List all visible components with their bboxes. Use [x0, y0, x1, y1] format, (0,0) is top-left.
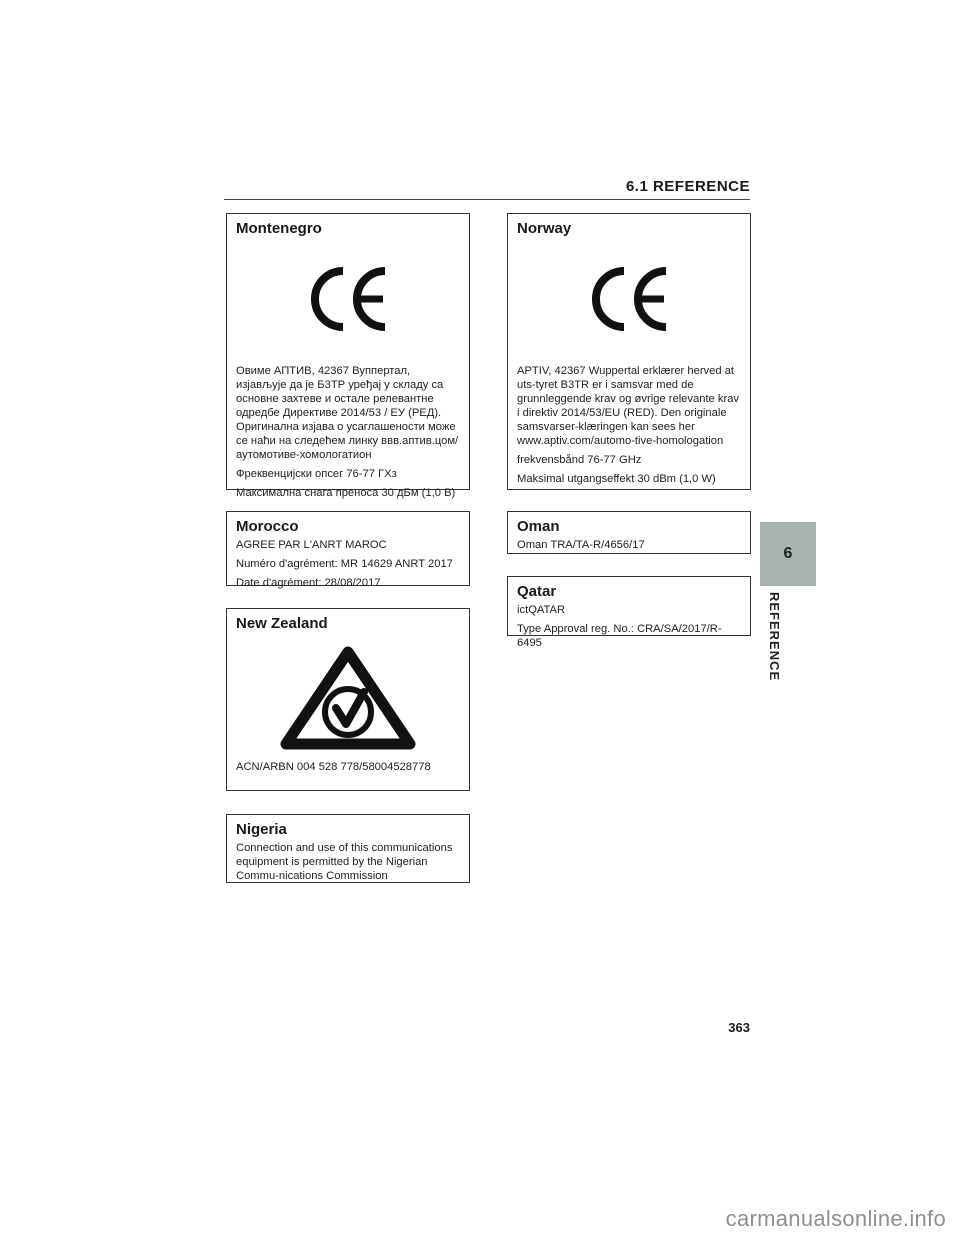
oman-title: Oman	[517, 518, 560, 535]
montenegro-title: Montenegro	[236, 220, 322, 237]
qatar-box	[507, 576, 751, 649]
ce-mark-icon	[303, 259, 393, 339]
rcm-compliance-mark-icon	[278, 644, 418, 752]
new-zealand-box	[226, 608, 470, 791]
norway-box	[507, 213, 751, 490]
new-zealand-line: ACN/ARBN 004 528 778/58004528778	[236, 761, 431, 773]
norway-title: Norway	[517, 220, 572, 237]
nigeria-box	[226, 814, 470, 883]
montenegro-frequency: Фреквенцијски опсег 76-77 ГХз	[236, 468, 397, 480]
morocco-line: Numéro d'agrément: MR 14629 ANRT 2017	[236, 558, 453, 570]
norway-power: Maksimal utgangseffekt 30 dBm (1,0 W)	[517, 473, 716, 485]
morocco-box	[226, 511, 470, 589]
morocco-line: AGREE PAR L'ANRT MAROC	[236, 539, 387, 551]
oman-box	[507, 511, 751, 554]
norway-frequency: frekvensbånd 76-77 GHz	[517, 454, 642, 466]
nigeria-title: Nigeria	[236, 821, 287, 838]
qatar-line: ictQATAR	[517, 604, 566, 616]
section-title: 6.1 REFERENCE	[625, 178, 750, 195]
new-zealand-title: New Zealand	[236, 615, 328, 632]
watermark: carmanualsonline.info	[725, 1206, 946, 1231]
morocco-line: Date d'agrément: 28/08/2017	[236, 577, 381, 589]
oman-line: Oman TRA/TA-R/4656/17	[517, 539, 645, 551]
nigeria-line: Connection and use of this communications equipment is permitted by the Nigerian Commu-nications Commission	[236, 842, 453, 882]
chapter-tab[interactable]	[760, 522, 816, 586]
qatar-line: Type Approval reg. No.: CRA/SA/2017/R-6495	[517, 623, 722, 649]
montenegro-power: Максимална снага преноса 30 дБм (1,0 В)	[236, 487, 456, 499]
montenegro-declaration: Овиме АПТИВ, 42367 Вуппертал, изјављује да је Б3ТР уређај у складу са основне захтеве и остале релевантне одредбе Директиве 2014/53 / ЕУ (РЕД). Оригинална изјава о усаглашености може се наћи на следећем линку ввв.аптив.цом/аутомотиве-хомологатион	[236, 365, 459, 461]
qatar-title: Qatar	[517, 583, 557, 600]
chapter-tab-label: REFERENCE	[767, 592, 782, 682]
montenegro-box	[226, 213, 470, 499]
ce-mark-icon	[584, 259, 674, 339]
page-number: 363	[728, 1020, 750, 1035]
chapter-tab-number: 6	[783, 545, 793, 562]
morocco-title: Morocco	[236, 518, 299, 535]
header-rule	[224, 199, 750, 200]
norway-declaration: APTIV, 42367 Wuppertal erklærer herved at uts-tyret B3TR er i samsvar med de grunnleggende krav og øvrige relevante krav i direktiv 2014/53/EU (RED). Den originale samsvarser-klæringen kan sees her www.aptiv.com/automo-tive-homologation	[517, 365, 740, 447]
